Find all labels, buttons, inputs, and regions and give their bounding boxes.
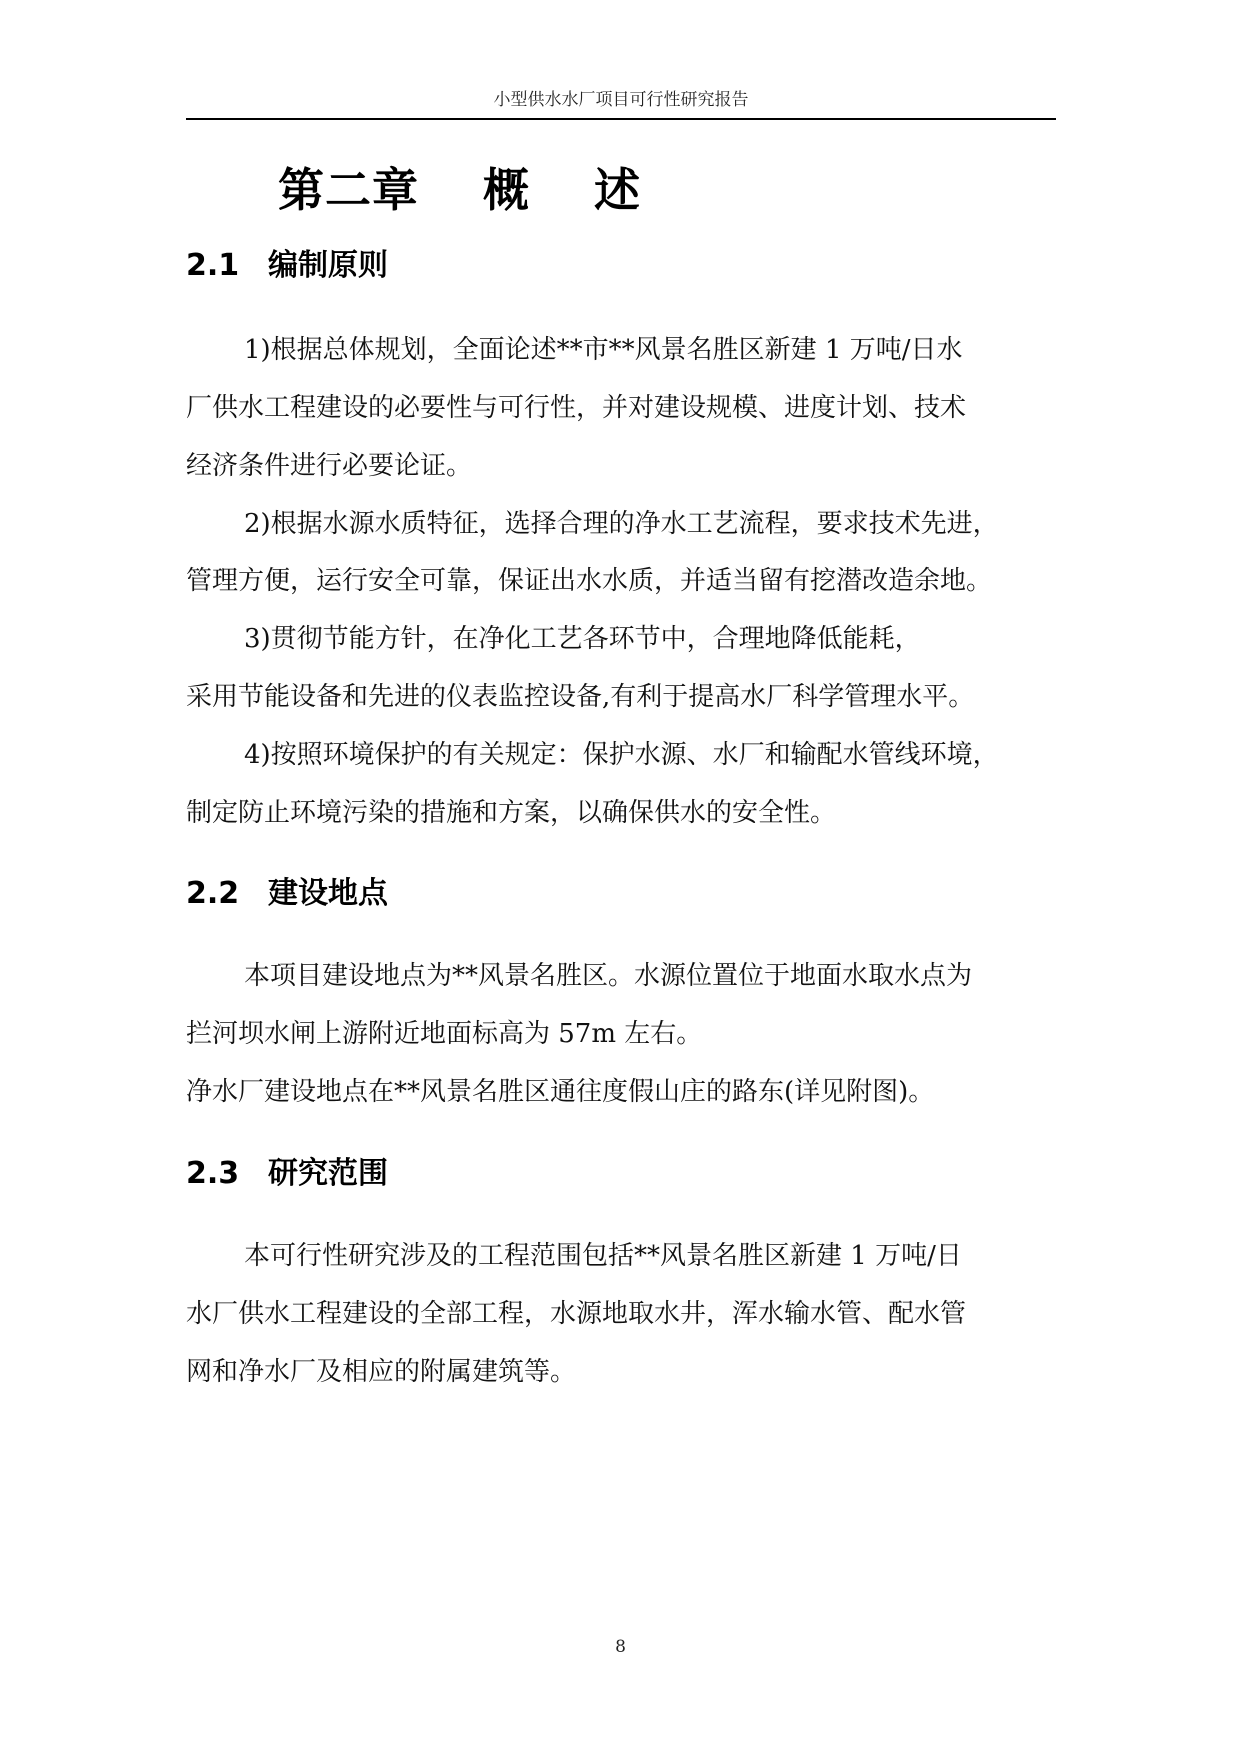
paragraph-line: 采用节能设备和先进的仪表监控设备,有利于提高水厂科学管理水平。 — [186, 682, 975, 712]
paragraph-line: 经济条件进行必要论证。 — [186, 451, 473, 481]
paragraph-line: 4)按照环境保护的有关规定：保护水源、水厂和输配水管线环境， — [244, 740, 999, 770]
paragraph-line: 净水厂建设地点在**风景名胜区通往度假山庄的路东(详见附图)。 — [186, 1077, 935, 1107]
running-header: 小型供水水厂项目可行性研究报告 — [493, 90, 749, 110]
section-heading-2-1 — [186, 246, 388, 286]
section-heading-2-3 — [186, 1154, 388, 1194]
chapter-title: 第二章 概 述 — [278, 163, 642, 217]
paragraph-line: 拦河坝水闸上游附近地面标高为 57m 左右。 — [186, 1019, 703, 1049]
section-title: 研究范围 — [268, 1156, 388, 1191]
paragraph-line: 网和净水厂及相应的附属建筑等。 — [186, 1357, 577, 1387]
page-number: 8 — [615, 1637, 626, 1657]
section-title: 建设地点 — [268, 876, 388, 911]
section-number: 2.3 — [186, 1156, 240, 1191]
paragraph-line: 3)贯彻节能方针，在净化工艺各环节中，合理地降低能耗， — [244, 624, 921, 654]
section-number: 2.1 — [186, 248, 240, 283]
paragraph-line: 制定防止环境污染的措施和方案，以确保供水的安全性。 — [186, 798, 837, 828]
paragraph-line: 水厂供水工程建设的全部工程，水源地取水井，浑水输水管、配水管 — [186, 1299, 967, 1329]
paragraph-line: 本项目建设地点为**风景名胜区。水源位置位于地面水取水点为 — [244, 961, 973, 991]
paragraph-line: 本可行性研究涉及的工程范围包括**风景名胜区新建 1 万吨/日 — [244, 1241, 962, 1271]
section-heading-2-2 — [186, 874, 388, 914]
header-rule — [186, 118, 1056, 120]
paragraph-line: 厂供水工程建设的必要性与可行性，并对建设规模、进度计划、技术 — [186, 393, 967, 423]
paragraph-line: 管理方便，运行安全可靠，保证出水水质，并适当留有挖潜改造余地。 — [186, 566, 993, 596]
paragraph-line: 2)根据水源水质特征，选择合理的净水工艺流程，要求技术先进， — [244, 509, 999, 539]
section-number: 2.2 — [186, 876, 240, 911]
paragraph-line: 1)根据总体规划，全面论述**市**风景名胜区新建 1 万吨/日水 — [244, 335, 963, 365]
section-title: 编制原则 — [268, 248, 388, 283]
